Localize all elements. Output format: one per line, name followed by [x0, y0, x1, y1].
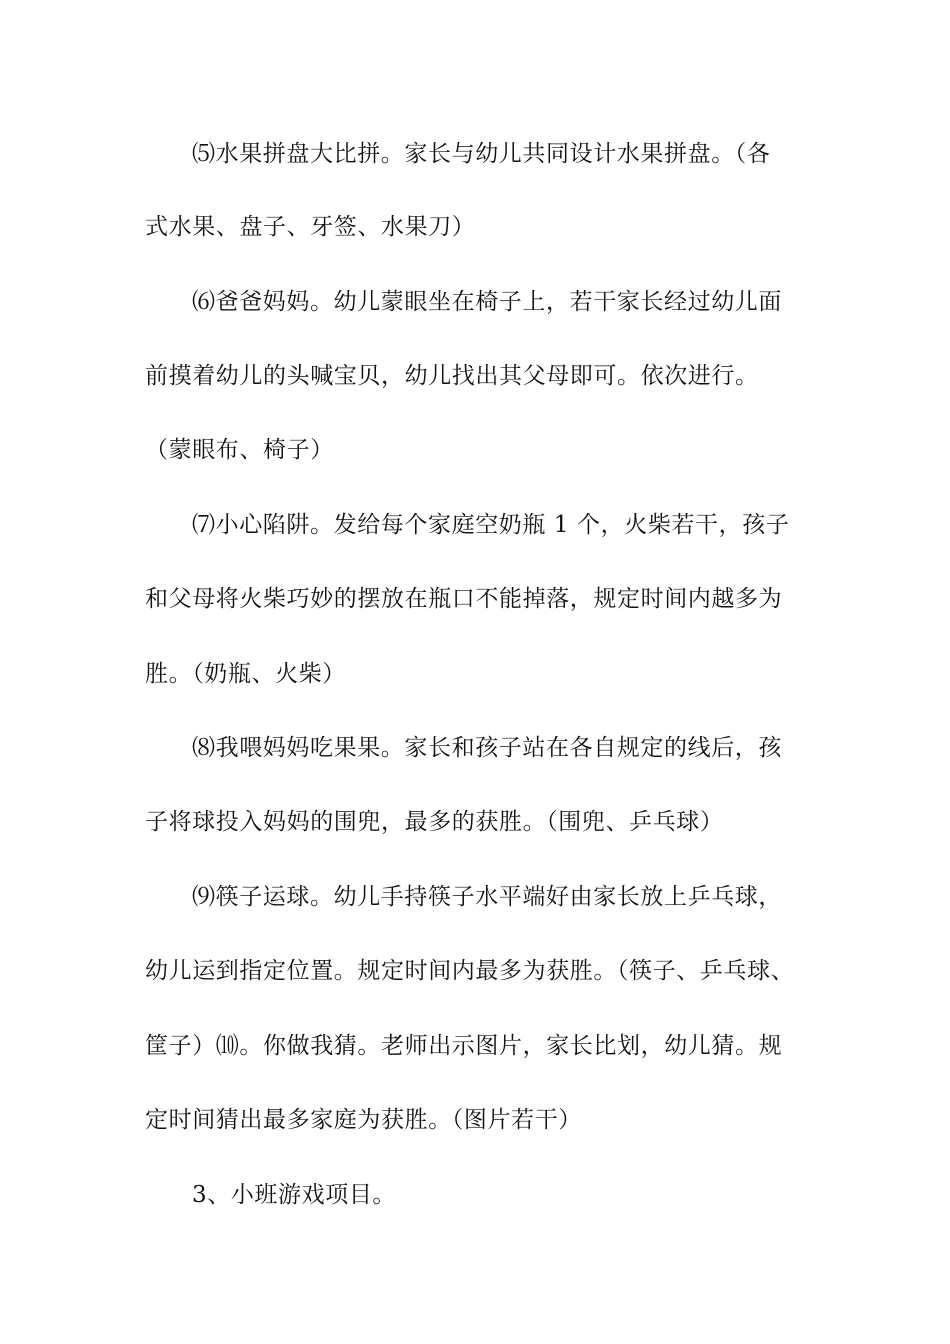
paragraph-8-line-2: 子将球投入妈妈的围兜，最多的获胜。（围兜、乒乓球）	[145, 809, 724, 835]
paragraph-5-line-1: ⑸水果拼盘大比拼。家长与幼儿共同设计水果拼盘。（各	[192, 141, 771, 167]
paragraph-6-line-3: （蒙眼布、椅子）	[145, 437, 334, 463]
paragraph-9-line-3: 筐子）⑽。你做我猜。老师出示图片，家长比划，幼儿猜。规	[145, 1033, 783, 1059]
paragraph-7-line-1: ⑺小心陷阱。发给每个家庭空奶瓶 1 个，火柴若干，孩子	[192, 512, 790, 538]
paragraph-5-line-2: 式水果、盘子、牙签、水果刀）	[145, 214, 476, 240]
paragraph-9-line-2: 幼儿运到指定位置。规定时间内最多为获胜。（筷子、乒乓球、	[145, 958, 795, 984]
section-heading-small-class-games: 3、小班游戏项目。	[192, 1182, 397, 1208]
paragraph-6-line-1: ⑹爸爸妈妈。幼儿蒙眼坐在椅子上，若干家长经过幼儿面	[192, 289, 782, 315]
paragraph-7-line-3: 胜。（奶瓶、火柴）	[145, 661, 346, 687]
paragraph-8-line-1: ⑻我喂妈妈吃果果。家长和孩子站在各自规定的线后，孩	[192, 735, 782, 761]
paragraph-9-line-4: 定时间猜出最多家庭为获胜。（图片若干）	[145, 1107, 582, 1133]
paragraph-9-line-1: ⑼筷子运球。幼儿手持筷子水平端好由家长放上乒乓球，	[192, 884, 782, 910]
paragraph-7-line-2: 和父母将火柴巧妙的摆放在瓶口不能掉落，规定时间内越多为	[145, 586, 783, 612]
paragraph-6-line-2: 前摸着幼儿的头喊宝贝，幼儿找出其父母即可。依次进行。	[145, 363, 759, 389]
